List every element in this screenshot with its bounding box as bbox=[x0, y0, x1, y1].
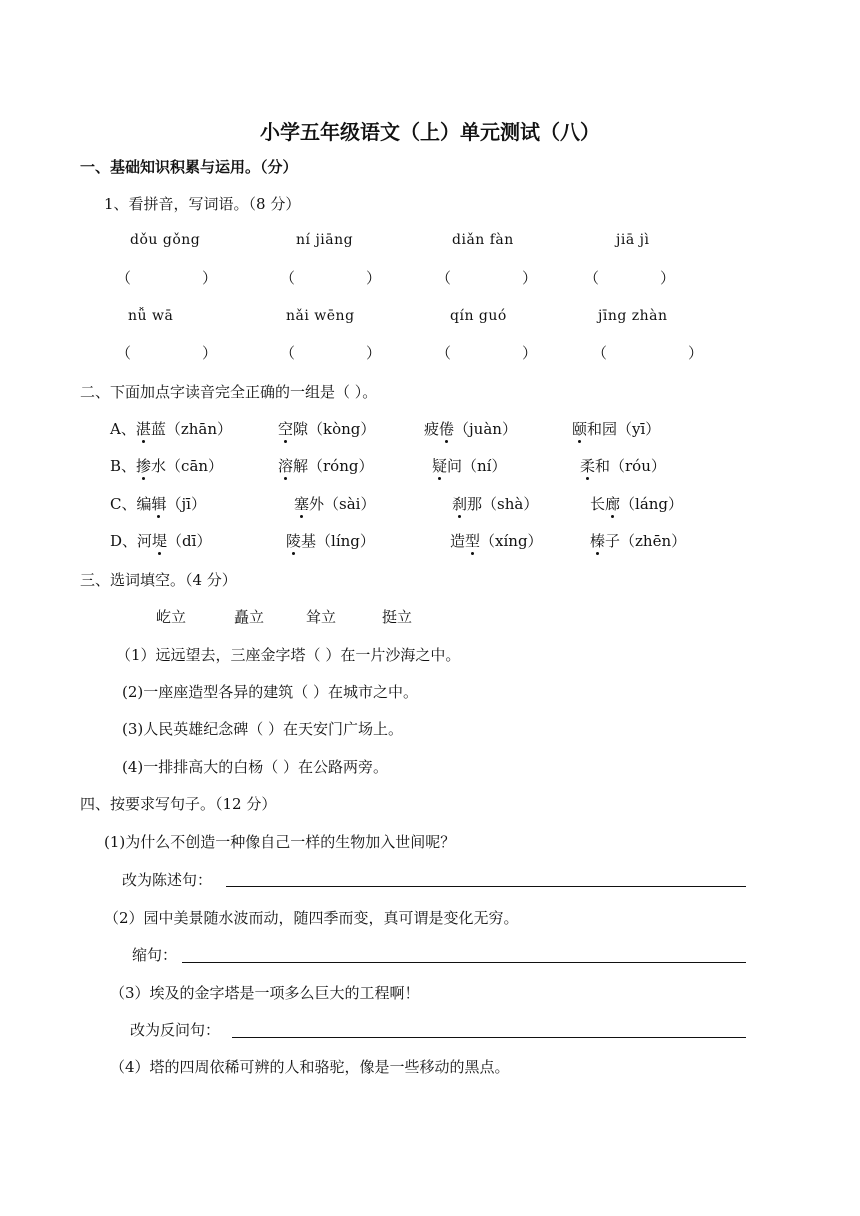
dotted-char: 空 bbox=[278, 420, 294, 438]
section-3-heading: 三、选词填空。（4 分） bbox=[80, 571, 237, 589]
option-b-item-2 bbox=[278, 456, 373, 476]
option-a-item-3 bbox=[424, 419, 517, 439]
option-text: D、河 bbox=[110, 532, 153, 550]
question-4-2: （2）园中美景随水波而动，随四季而变，真可谓是变化无穷。 bbox=[104, 909, 519, 927]
answer-line-2[interactable] bbox=[182, 962, 746, 963]
dotted-char: 柔 bbox=[580, 457, 596, 475]
option-b-item-4 bbox=[580, 456, 666, 476]
option-text: （láng） bbox=[620, 495, 684, 513]
dotted-char: 榛 bbox=[590, 532, 606, 550]
option-text: （jī） bbox=[166, 495, 206, 513]
option-text: 那（shà） bbox=[467, 495, 539, 513]
question-4-4: （4）塔的四周依稀可辨的人和骆驼，像是一些移动的黑点。 bbox=[110, 1058, 510, 1076]
option-d-item-4 bbox=[590, 531, 686, 551]
option-text: C、编 bbox=[110, 495, 152, 513]
word-choice-2: 矗立 bbox=[234, 608, 265, 626]
answer-paren-open: （ bbox=[584, 269, 600, 287]
word-choice-1: 屹立 bbox=[156, 608, 187, 626]
pinyin-6: nǎi wēng bbox=[286, 308, 355, 324]
option-text: （dī） bbox=[167, 532, 212, 550]
dotted-char: 掺 bbox=[136, 457, 152, 475]
option-text: 问（ní） bbox=[447, 457, 507, 475]
option-text: 和（róu） bbox=[595, 457, 666, 475]
option-c bbox=[110, 494, 206, 514]
answer-paren-open: （ bbox=[280, 344, 296, 362]
pinyin-8: jīng zhàn bbox=[598, 308, 668, 324]
answer-line-3[interactable] bbox=[232, 1037, 746, 1038]
option-letter: A、 bbox=[110, 420, 136, 438]
option-c-item-2 bbox=[294, 494, 375, 514]
pinyin-5: nǚ wā bbox=[128, 308, 174, 324]
option-text: 造 bbox=[450, 532, 466, 550]
question-4-1: (1)为什么不创造一种像自己一样的生物加入世间呢？ bbox=[104, 833, 456, 851]
dotted-char: 湛 bbox=[135, 420, 151, 438]
question-3-3: (3)人民英雄纪念碑（ ）在天安门广场上。 bbox=[122, 720, 404, 738]
option-d-item-2 bbox=[286, 531, 375, 551]
answer-paren-open: （ bbox=[592, 344, 608, 362]
answer-paren-close: ） bbox=[660, 269, 676, 287]
option-b-item-3 bbox=[432, 456, 506, 476]
answer-paren-open: （ bbox=[116, 269, 132, 287]
answer-paren-open: （ bbox=[436, 344, 452, 362]
answer-line-1[interactable] bbox=[226, 886, 746, 887]
page-title: 小学五年级语文（上）单元测试（八） bbox=[260, 120, 600, 144]
dotted-char: 型 bbox=[465, 532, 481, 550]
dotted-char: 疑 bbox=[432, 457, 448, 475]
option-text: 基（líng） bbox=[301, 532, 375, 550]
answer-paren-close: ） bbox=[688, 344, 704, 362]
answer-paren-open: （ bbox=[280, 269, 296, 287]
option-b bbox=[110, 456, 223, 476]
option-text: 长 bbox=[590, 495, 606, 513]
option-c-item-4 bbox=[590, 494, 683, 514]
dotted-char: 颐 bbox=[572, 420, 588, 438]
answer-label-2: 缩句： bbox=[132, 946, 178, 964]
answer-paren-close: ） bbox=[522, 269, 538, 287]
question-1-1: 1、看拼音，写词语。（8 分） bbox=[104, 195, 301, 213]
option-c-item-3 bbox=[452, 494, 538, 514]
dotted-char: 陵 bbox=[286, 532, 302, 550]
word-choice-3: 耸立 bbox=[306, 608, 337, 626]
question-4-3: （3）埃及的金字塔是一项多么巨大的工程啊！ bbox=[110, 984, 420, 1002]
option-text: （xíng） bbox=[480, 532, 543, 550]
question-3-1: （1）远远望去，三座金字塔（ ）在一片沙海之中。 bbox=[116, 646, 461, 664]
pinyin-2: ní jiāng bbox=[296, 232, 354, 248]
question-3-2: (2)一座座造型各异的建筑（ ）在城市之中。 bbox=[122, 683, 419, 701]
section-4-heading: 四、按要求写句子。（12 分） bbox=[80, 795, 277, 813]
answer-paren-close: ） bbox=[202, 344, 218, 362]
section-1-heading: 一、基础知识积累与运用。（分） bbox=[80, 158, 298, 176]
answer-paren-close: ） bbox=[366, 269, 382, 287]
option-a bbox=[110, 419, 232, 439]
option-text: 外（sài） bbox=[309, 495, 376, 513]
option-d-item-3 bbox=[450, 531, 543, 551]
pinyin-3: diǎn fàn bbox=[452, 232, 514, 248]
answer-paren-open: （ bbox=[116, 344, 132, 362]
section-2-heading: 二、下面加点字读音完全正确的一组是（ ）。 bbox=[80, 383, 378, 401]
answer-label-3: 改为反问句： bbox=[130, 1021, 221, 1039]
pinyin-1: dǒu gǒng bbox=[130, 232, 201, 248]
option-text: 隙（kòng） bbox=[293, 420, 376, 438]
option-a-item-2 bbox=[278, 419, 375, 439]
option-text: 疲 bbox=[424, 420, 440, 438]
option-text: 解（róng） bbox=[293, 457, 374, 475]
dotted-char: 塞 bbox=[294, 495, 310, 513]
dotted-char: 辑 bbox=[151, 495, 167, 513]
answer-label-1: 改为陈述句： bbox=[122, 871, 213, 889]
option-text: 蓝（zhān） bbox=[150, 420, 233, 438]
question-3-4: (4)一排排高大的白杨（ ）在公路两旁。 bbox=[122, 758, 389, 776]
option-a-item-4 bbox=[572, 419, 660, 439]
option-text: （juàn） bbox=[454, 420, 517, 438]
answer-paren-close: ） bbox=[202, 269, 218, 287]
pinyin-4: jiā jì bbox=[616, 232, 650, 248]
dotted-char: 溶 bbox=[278, 457, 294, 475]
word-choice-4: 挺立 bbox=[382, 608, 413, 626]
answer-paren-close: ） bbox=[522, 344, 538, 362]
dotted-char: 廊 bbox=[605, 495, 621, 513]
option-text: 和园（yī） bbox=[587, 420, 661, 438]
dotted-char: 倦 bbox=[439, 420, 455, 438]
dotted-char: 堤 bbox=[152, 532, 168, 550]
answer-paren-open: （ bbox=[436, 269, 452, 287]
option-d bbox=[110, 531, 211, 551]
answer-paren-close: ） bbox=[366, 344, 382, 362]
option-letter: B、 bbox=[110, 457, 137, 475]
option-text: 水（cān） bbox=[151, 457, 224, 475]
dotted-char: 刹 bbox=[452, 495, 468, 513]
option-text: 子（zhēn） bbox=[605, 532, 687, 550]
pinyin-7: qín guó bbox=[450, 308, 507, 324]
